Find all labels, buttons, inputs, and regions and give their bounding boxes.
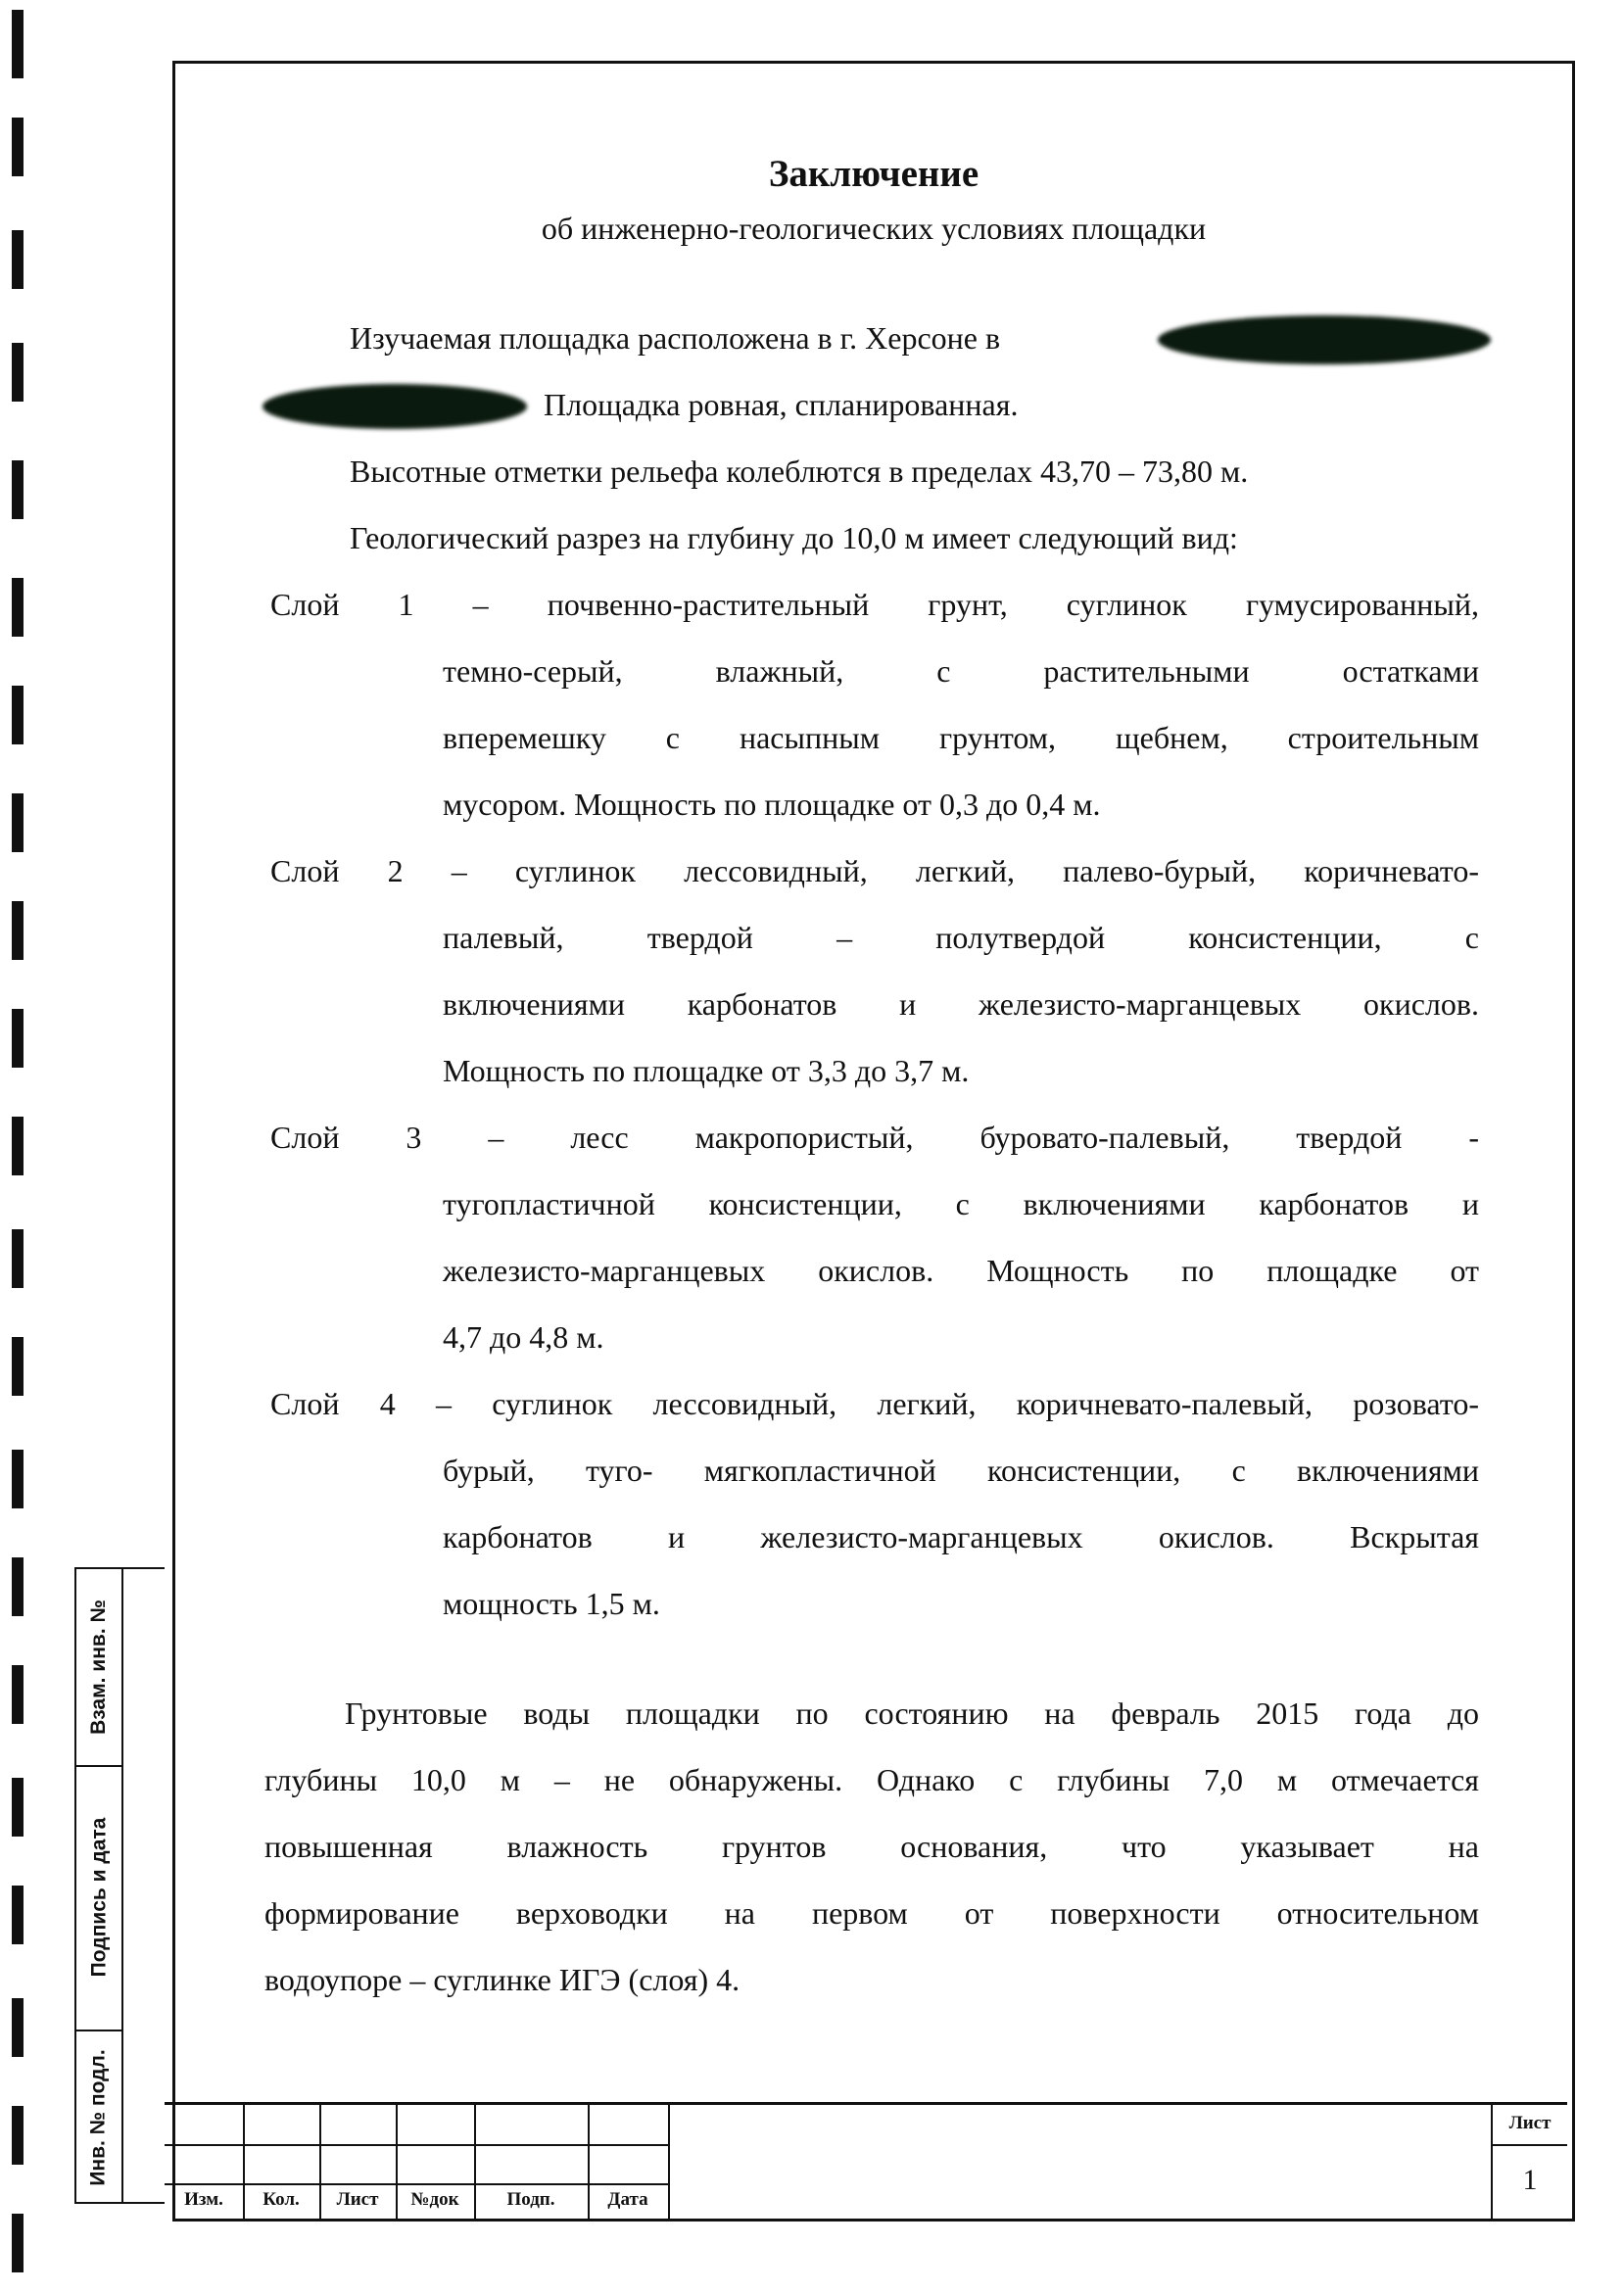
elevation-text: Высотные отметки рельефа колеблются в пределах 43,70 – 73,80 м.	[350, 454, 1249, 489]
tb-col-podp: Подп.	[506, 2189, 555, 2210]
binding-mark	[12, 460, 24, 519]
layer-4-line: мощность 1,5 м.	[443, 1586, 660, 1621]
layer-3-line: 4,7 до 4,8 м.	[443, 1319, 604, 1355]
binding-mark	[12, 2214, 24, 2272]
binding-mark	[12, 10, 24, 78]
layer-4-first-line: Слой 4 – суглинок лессовидный, легкий, коричневато-палевый, розовато-	[270, 1386, 1479, 1421]
sheet-divider	[1493, 2144, 1567, 2146]
stamp-label-inv-podl: Инв. № подл.	[87, 2049, 110, 2186]
binding-mark	[12, 343, 24, 402]
title-block-divider	[668, 2105, 670, 2219]
tb-col-list: Лист	[336, 2189, 379, 2210]
section-intro: Геологический разрез на глубину до 10,0 м имеет следующий вид:	[350, 520, 1238, 555]
binding-mark	[12, 1998, 24, 2057]
binding-mark	[12, 793, 24, 852]
binding-mark	[12, 1886, 24, 1944]
layer-3-line: железисто-марганцевых окислов. Мощность по площадке от	[443, 1253, 1479, 1288]
document-title: Заключение	[768, 153, 979, 195]
groundwater-line: водоупоре – суглинке ИГЭ (слоя) 4.	[264, 1962, 740, 1997]
binding-mark	[12, 1117, 24, 1175]
layer-3-line: тугопластичной консистенции, с включениями карбонатов и	[443, 1186, 1479, 1221]
binding-mark	[12, 1337, 24, 1396]
layer-4-line: бурый, туго- мягкопластичной консистенции, с включениями	[443, 1453, 1479, 1488]
stamp-label-vzam-inv: Взам. инв. №	[87, 1600, 111, 1735]
stamp-cell-inv-podl	[76, 2030, 121, 2206]
groundwater-line: повышенная влажность грунтов основания, что указывает на	[264, 1829, 1479, 1864]
layer-1-first-line: Слой 1 – почвенно-растительный грунт, суглинок гумусированный,	[270, 587, 1479, 622]
layer-1-line: вперемешку с насыпным грунтом, щебнем, строительным	[443, 720, 1479, 755]
binding-mark	[12, 1450, 24, 1508]
stamp-label-podpis-data: Подпись и дата	[87, 1817, 110, 1978]
sheet-number: 1	[1522, 2164, 1538, 2196]
binding-mark	[12, 1665, 24, 1724]
title-block	[165, 2102, 1567, 2216]
sheet-box	[1491, 2105, 1567, 2219]
binding-mark	[12, 578, 24, 637]
tb-col-ndok: №док	[410, 2189, 459, 2210]
layer-1-line: мусором. Мощность по площадке от 0,3 до 0,4 м.	[443, 787, 1101, 822]
binding-mark	[12, 1009, 24, 1068]
stamp-divider	[121, 1569, 123, 2202]
binding-mark	[12, 1229, 24, 1288]
binding-mark	[12, 901, 24, 960]
layer-2-line: включениями карбонатов и железисто-марганцевых окислов.	[443, 986, 1479, 1022]
layer-1-line: темно-серый, влажный, с растительными остатками	[443, 653, 1479, 689]
redaction-mark	[1158, 315, 1491, 364]
binding-mark	[12, 230, 24, 289]
tb-col-kol: Кол.	[263, 2189, 300, 2210]
location-line-2: Площадка ровная, спланированная.	[544, 387, 1019, 422]
layer-3-first-line: Слой 3 – лесс макропористый, буровато-палевый, твердой -	[270, 1120, 1479, 1155]
binding-mark	[12, 2106, 24, 2165]
binding-marks	[12, 0, 27, 2293]
document-subtitle: об инженерно-геологических условиях площадки	[541, 211, 1207, 246]
groundwater-line: Грунтовые воды площадки по состоянию на февраль 2015 года до	[345, 1696, 1479, 1731]
tb-col-izm: Изм.	[184, 2189, 223, 2210]
sheet-label: Лист	[1508, 2113, 1552, 2133]
title-block-divider	[165, 2144, 670, 2146]
location-line-1: Изучаемая площадка расположена в г. Херсоне в	[350, 320, 1001, 356]
binding-mark	[12, 1557, 24, 1616]
stamp-cell-vzam	[76, 1569, 121, 1765]
layer-2-line: Мощность по площадке от 3,3 до 3,7 м.	[443, 1053, 970, 1088]
binding-mark	[12, 118, 24, 176]
layer-4-line: карбонатов и железисто-марганцевых окислов. Вскрытая	[443, 1519, 1479, 1554]
binding-mark	[12, 686, 24, 744]
groundwater-line: глубины 10,0 м – не обнаружены. Однако с глубины 7,0 м отмечается	[264, 1762, 1479, 1797]
side-stamp	[74, 1567, 165, 2204]
binding-mark	[12, 1778, 24, 1837]
layer-2-first-line: Слой 2 – суглинок лессовидный, легкий, палево-бурый, коричневато-	[270, 853, 1479, 888]
redaction-mark	[263, 384, 527, 429]
stamp-cell-podpis	[76, 1765, 121, 2030]
groundwater-line: формирование верховодки на первом от поверхности относительном	[264, 1895, 1479, 1931]
title-block-divider	[165, 2183, 670, 2185]
tb-col-data: Дата	[607, 2189, 648, 2210]
layer-2-line: палевый, твердой – полутвердой консистенции, с	[443, 920, 1479, 955]
